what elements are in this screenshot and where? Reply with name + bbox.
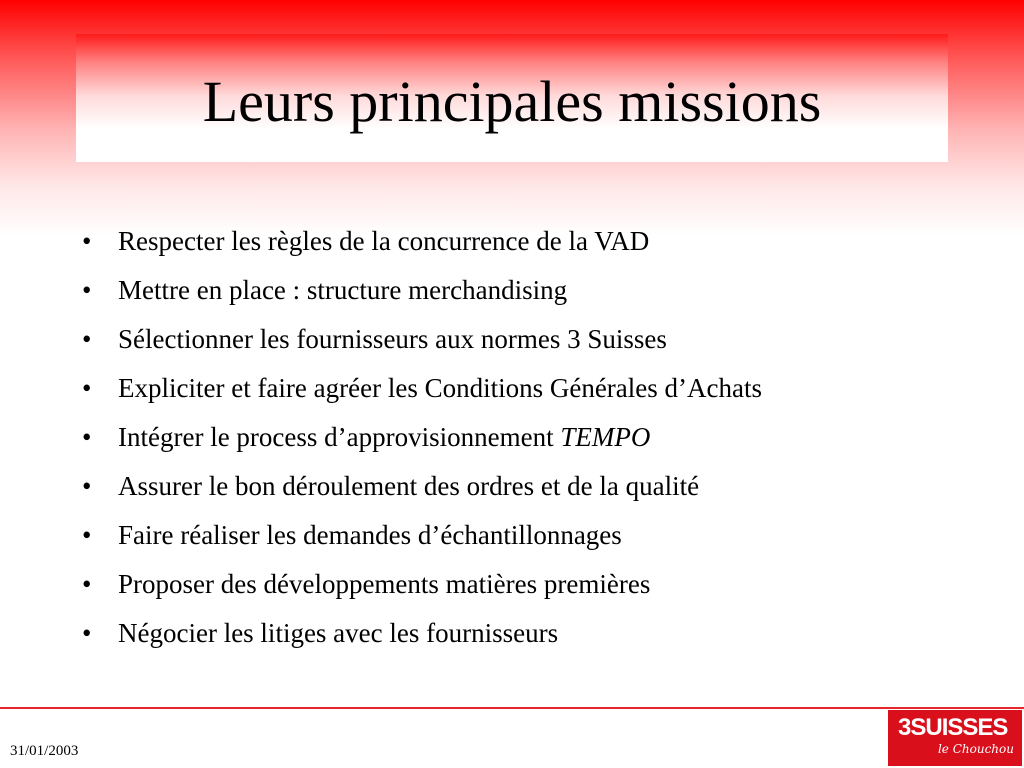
title-box [76,34,948,162]
bullet-emphasis: TEMPO [560,422,651,452]
list-item [82,266,762,315]
bullet-icon: • [82,471,92,501]
bullet-text-wrapper [118,413,650,462]
bullet-icon: • [82,569,92,599]
bullet-list [82,217,762,658]
bullet-text: Faire réaliser les demandes d’échantillonnages [118,520,622,550]
list-item [82,560,762,609]
list-item [82,364,762,413]
logo-brand-text: 3SUISSES [898,714,1008,741]
bullet-text: Négocier les litiges avec les fournisseurs [118,618,559,648]
list-item [82,315,762,364]
bullet-text: Intégrer le process d’approvisionnement [118,422,561,452]
footer-divider [0,707,1024,709]
list-item [82,462,762,511]
bullet-icon: • [82,226,92,256]
list-item [82,217,762,266]
bullet-text: Expliciter et faire agréer les Conditions Générales d’Achats [118,373,762,403]
logo-tagline-text: le Chouchou [937,742,1014,756]
list-item [82,511,762,560]
footer-date: 31/01/2003 [10,743,79,759]
bullet-text: Assurer le bon déroulement des ordres et de la qualité [118,471,700,501]
list-item [82,413,762,462]
bullet-icon: • [82,324,92,354]
bullet-icon: • [82,373,92,403]
brand-logo [888,710,1022,766]
slide-title: Leurs principales missions [202,68,822,134]
bullet-text: Mettre en place : structure merchandising [118,275,568,305]
bullet-icon: • [82,618,92,648]
bullet-icon: • [82,275,92,305]
bullet-text: Sélectionner les fournisseurs aux normes 3 Suisses [118,324,667,354]
bullet-text: Proposer des développements matières premières [118,569,651,599]
bullet-icon: • [82,520,92,550]
bullet-text: Respecter les règles de la concurrence de la VAD [118,226,650,256]
list-item [82,609,762,658]
bullet-icon: • [82,422,92,452]
